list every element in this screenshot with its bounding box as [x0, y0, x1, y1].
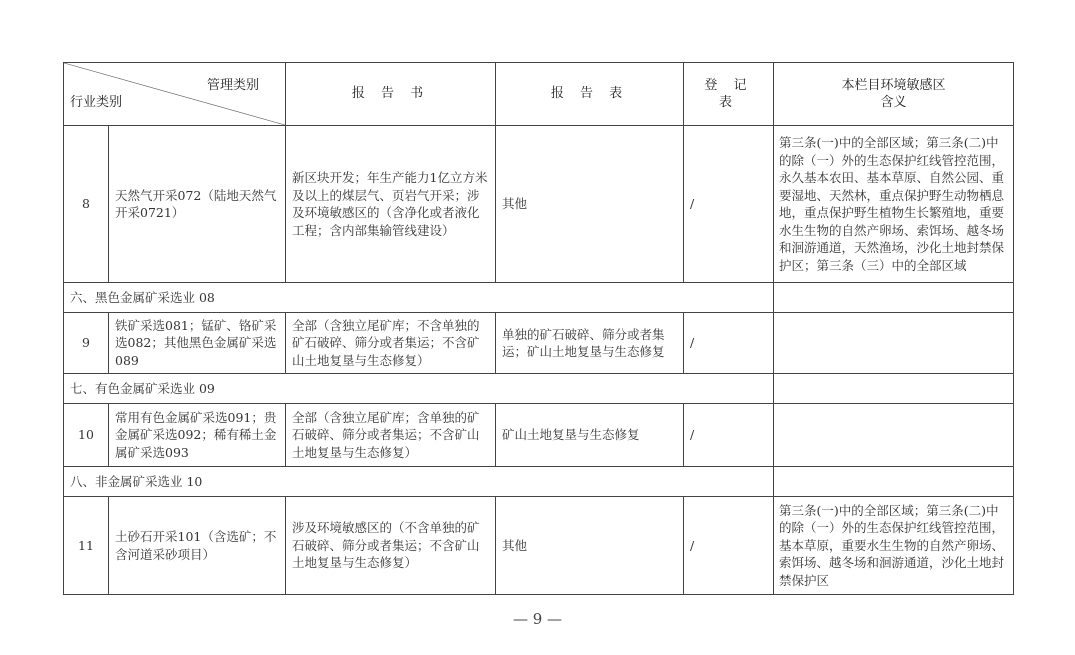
section-title: 八、非金属矿采选业 10: [64, 467, 774, 497]
section-row: [64, 283, 1014, 313]
section-empty-cell: [774, 283, 1014, 313]
row-number: 8: [64, 126, 109, 283]
section-row: [64, 467, 1014, 497]
registration-cell: /: [684, 404, 774, 467]
registration-cell: /: [684, 313, 774, 374]
header-report-book: 报 告 书: [286, 63, 496, 126]
sensitive-area-cell: 第三条(一)中的全部区域；第三条(二)中的除（一）外的生态保护红线管控范围，基本草原，重要水生生物的自然产卵场、索饵场、越冬场和洄游通道，沙化土地封禁保护区: [774, 497, 1014, 595]
management-category-label: 管理类别: [206, 78, 259, 93]
section-empty-cell: [774, 467, 1014, 497]
section-empty-cell: [774, 374, 1014, 404]
industry-cell: 土砂石开采101（含选矿；不含河道采砂项目）: [109, 497, 286, 595]
report-form-cell: 其他: [496, 497, 684, 595]
industry-cell: 天然气开采072（陆地天然气开采0721）: [109, 126, 286, 283]
header-registration-form: 登 记 表: [684, 63, 774, 126]
industry-cell: 铁矿采选081；锰矿、铬矿采选082；其他黑色金属矿采选089: [109, 313, 286, 374]
table-header-row: [64, 63, 1014, 126]
report-book-cell: 新区块开发；年生产能力1亿立方米及以上的煤层气、页岩气开采；涉及环境敏感区的（含净化或者液化工程；含内部集输管线建设）: [286, 126, 496, 283]
report-book-cell: 全部（含独立尾矿库；不含单独的矿石破碎、筛分或者集运；不含矿山土地复垦与生态修复）: [286, 313, 496, 374]
report-form-cell: 矿山土地复垦与生态修复: [496, 404, 684, 467]
report-book-cell: 全部（含独立尾矿库；含单独的矿石破碎、筛分或者集运；不含矿山土地复垦与生态修复）: [286, 404, 496, 467]
section-row: [64, 374, 1014, 404]
eia-classification-table: [63, 62, 1014, 595]
table-row: [64, 313, 1014, 374]
sensitive-area-cell: 第三条(一)中的全部区域；第三条(二)中的除（一）外的生态保护红线管控范围，永久基本农田、基本草原、自然公园、重要湿地、天然林，重点保护野生动物栖息地，重点保护野生植物生长繁殖地，重要水生生物的自然产卵场、索饵场、越冬场和洄游通道，天然渔场，沙化土地封禁保护区；第三条（三）中的全部区域: [774, 126, 1014, 283]
report-form-cell: 单独的矿石破碎、筛分或者集运；矿山土地复垦与生态修复: [496, 313, 684, 374]
row-number: 9: [64, 313, 109, 374]
header-sensitive-area: 本栏目环境敏感区 含义: [774, 63, 1014, 126]
sensitive-area-cell: [774, 404, 1014, 467]
section-title: 六、黑色金属矿采选业 08: [64, 283, 774, 313]
industry-cell: 常用有色金属矿采选091；贵金属矿采选092；稀有稀土金属矿采选093: [109, 404, 286, 467]
registration-cell: /: [684, 497, 774, 595]
table-row: [64, 497, 1014, 595]
table-row: [64, 404, 1014, 467]
diagonal-header-cell: [64, 63, 286, 126]
table-row: [64, 126, 1014, 283]
row-number: 10: [64, 404, 109, 467]
section-title: 七、有色金属矿采选业 09: [64, 374, 774, 404]
report-book-cell: 涉及环境敏感区的（不含单独的矿石破碎、筛分或者集运；不含矿山土地复垦与生态修复）: [286, 497, 496, 595]
header-report-form: 报 告 表: [496, 63, 684, 126]
page-number: — 9 —: [512, 610, 563, 628]
row-number: 11: [64, 497, 109, 595]
report-form-cell: 其他: [496, 126, 684, 283]
registration-cell: /: [684, 126, 774, 283]
industry-category-label: 行业类别: [70, 94, 123, 110]
sensitive-area-cell: [774, 313, 1014, 374]
